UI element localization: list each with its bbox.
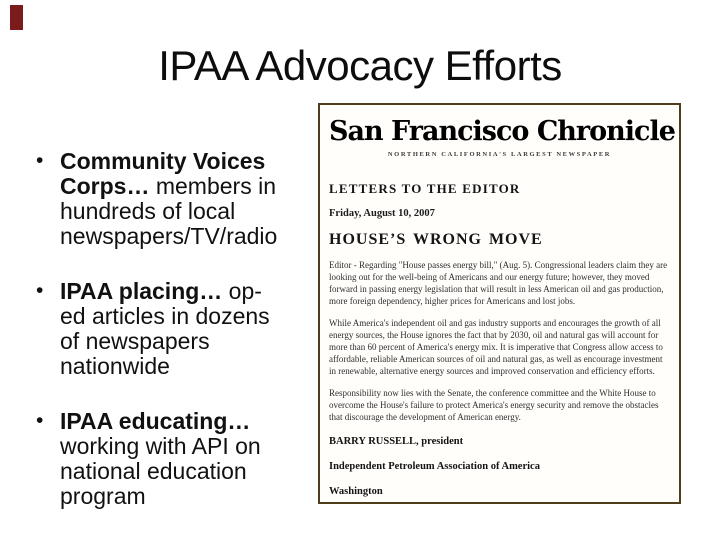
bullet-item-ipaa-educating xyxy=(30,409,302,509)
bullet-lead: IPAA placing… xyxy=(60,278,223,304)
bullet-rest: members in hundreds of local newspapers/TV/radio xyxy=(60,173,278,249)
bullet-item-ipaa-placing xyxy=(30,279,272,379)
bullet-list xyxy=(30,149,310,539)
signature-city: Washington xyxy=(329,486,383,497)
letter-paragraph-2: While America's independent oil and gas industry supports and encourages the growth of all energy sources, the House ignores the fact that by 2030, oil and natural gas will account for more than 60 percent of America's energy mix. It is imperative that Congress allow access to affordable, reliable American sources of oil and natural gas, as well as encourage investment in renewable, alternative energy sources and improved conservation and efficiency efforts. xyxy=(329,318,663,376)
bullet-item-community-voices xyxy=(30,149,302,249)
letter-paragraph-1: Editor - Regarding "House passes energy bill," (Aug. 5). Congressional leaders claim they are looking out for the well-being of Americans and our energy future; however, they moved forward in passing energy legislation that will result in less American oil and gas production, more foreign dependency, higher prices for Americans and lost jobs. xyxy=(329,260,668,306)
newspaper-tagline: NORTHERN CALIFORNIA'S LARGEST NEWSPAPER xyxy=(387,151,612,158)
bullet-lead: Community Voices Corps… xyxy=(60,148,266,199)
signature-organization: Independent Petroleum Association of America xyxy=(329,461,540,472)
letter-headline: HOUSE’S WRONG MOVE xyxy=(329,231,543,248)
signature-name: BARRY RUSSELL, president xyxy=(329,436,464,447)
newspaper-clipping xyxy=(318,103,681,504)
bullet-lead: IPAA educating… xyxy=(60,408,251,434)
page-title: IPAA Advocacy Efforts xyxy=(158,42,562,89)
letters-section-heading: LETTERS TO THE EDITOR xyxy=(329,181,521,196)
bullet-rest: working with API on national education program xyxy=(60,433,261,509)
letter-paragraph-3: Responsibility now lies with the Senate, the conference committee and the White House to overcome the House's failure to protect America's energy security and remove the obstacles that discourage the development of American energy. xyxy=(329,388,659,422)
newspaper-masthead: San Francisco Chronicle xyxy=(329,116,675,147)
bullet-rest: op-ed articles in dozens of newspapers nationwide xyxy=(60,278,270,379)
slide-accent-mark xyxy=(10,5,23,30)
letter-date: Friday, August 10, 2007 xyxy=(329,208,435,219)
